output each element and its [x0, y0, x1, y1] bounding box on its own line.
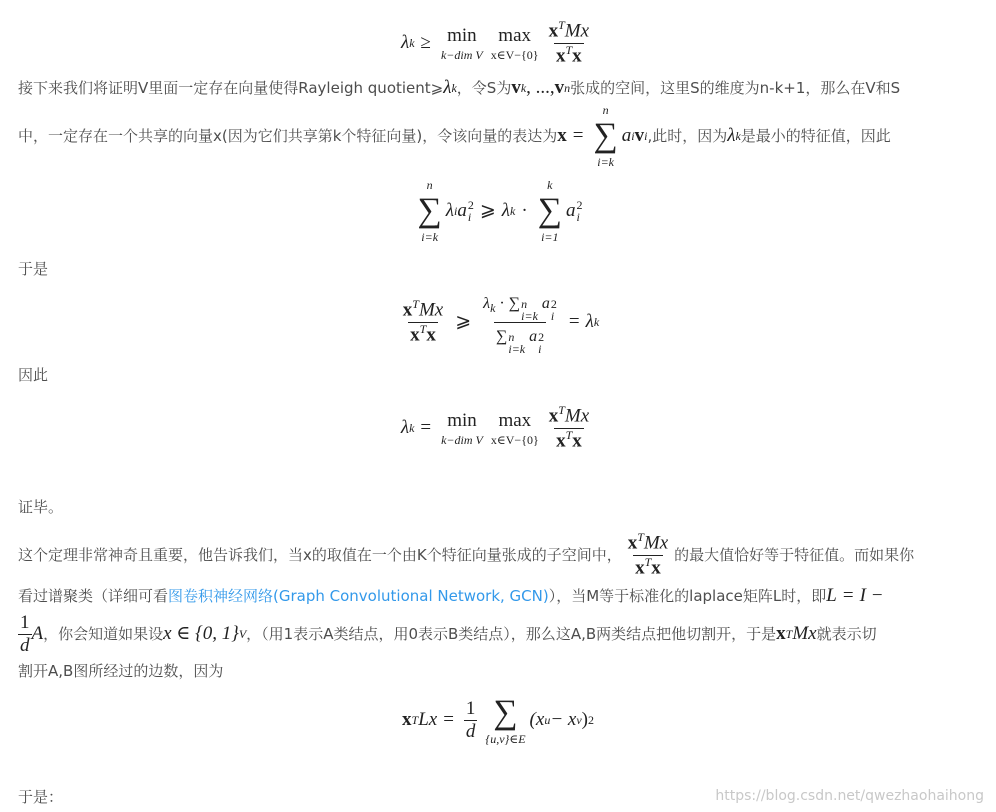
text-yinci: 因此	[18, 366, 49, 384]
paragraph-line: $\frac{1}{d}$ A ，你会知道如果设 x ∈ {0, 1} V ，（用1表示A类结点，用0表示B类结点），那么这A,B两类结点把他切割开，于是 x T Mx 就表示切	[20, 611, 877, 656]
text-yushi-2: 于是：	[18, 788, 64, 806]
equation-sum-inequality: n ∑ i=k λ i a 2 i ⩾ λ k · k ∑ i=1 a 2 i	[417, 178, 583, 244]
watermark: https://blog.csdn.net/qwezhaohaihong	[715, 788, 984, 804]
paragraph-line: 中，一定存在一个共享的向量x(因为它们共享第k个特征向量)，令该向量的表达为 x = n ∑ i=k a i v i ,此时，因为 λ k 是最小的特征值，因此	[18, 103, 891, 169]
equation-courant-fischer-bound: λ k ≥ min k−dim V max x∈V−{0} $\frac{x^TMx}{x^Tx}$	[400, 18, 590, 66]
text-proof-end: 证毕。	[18, 498, 64, 516]
paragraph-line: 接下来我们将证明V里面一定存在向量使得Rayleigh quotient⩾ λ k ，令S为 v k , ..., v n 张成的空间，这里S的维度为n-k+1，那么在V和S	[18, 77, 901, 98]
paragraph-line: 这个定理非常神奇且重要，他告诉我们，当x的取值在一个由K个特征向量张成的子空间中， $\frac{x^TMx}{x^Tx}$ 的最大值恰好等于特征值。而如果你	[18, 530, 915, 578]
text-yushi: 于是	[18, 260, 49, 278]
paragraph-line: 割开A,B图所经过的边数，因为	[18, 662, 224, 680]
equation-laplacian-cut: x T Lx = $\frac{1}{d}$ ∑ {u,v}∈E (x u − x v ) 2	[402, 694, 594, 746]
lambda: λ	[400, 32, 410, 53]
equation-rayleigh-ratio: $\frac{x^TMx}{x^Tx}$ ⩾ $\lambda_k$ · ∑ n i=k a 2 i ∑ n i=k a 2 i = λ k	[402, 294, 600, 356]
fraction: $\frac{x^TMx}{x^Tx}$	[548, 18, 590, 66]
paragraph-line: 看过谱聚类（详细可看 图卷积神经网络(Graph Convolutional Network, GCN) ），当M等于标准化的laplace矩阵L时，即 L = I −	[18, 585, 883, 606]
equation-courant-fischer: λ k = min k−dim V max x∈V−{0} $\frac{x^TMx}{x^Tx}$	[400, 403, 590, 451]
gcn-article-link[interactable]: 图卷积神经网络(Graph Convolutional Network, GCN)	[168, 587, 549, 605]
